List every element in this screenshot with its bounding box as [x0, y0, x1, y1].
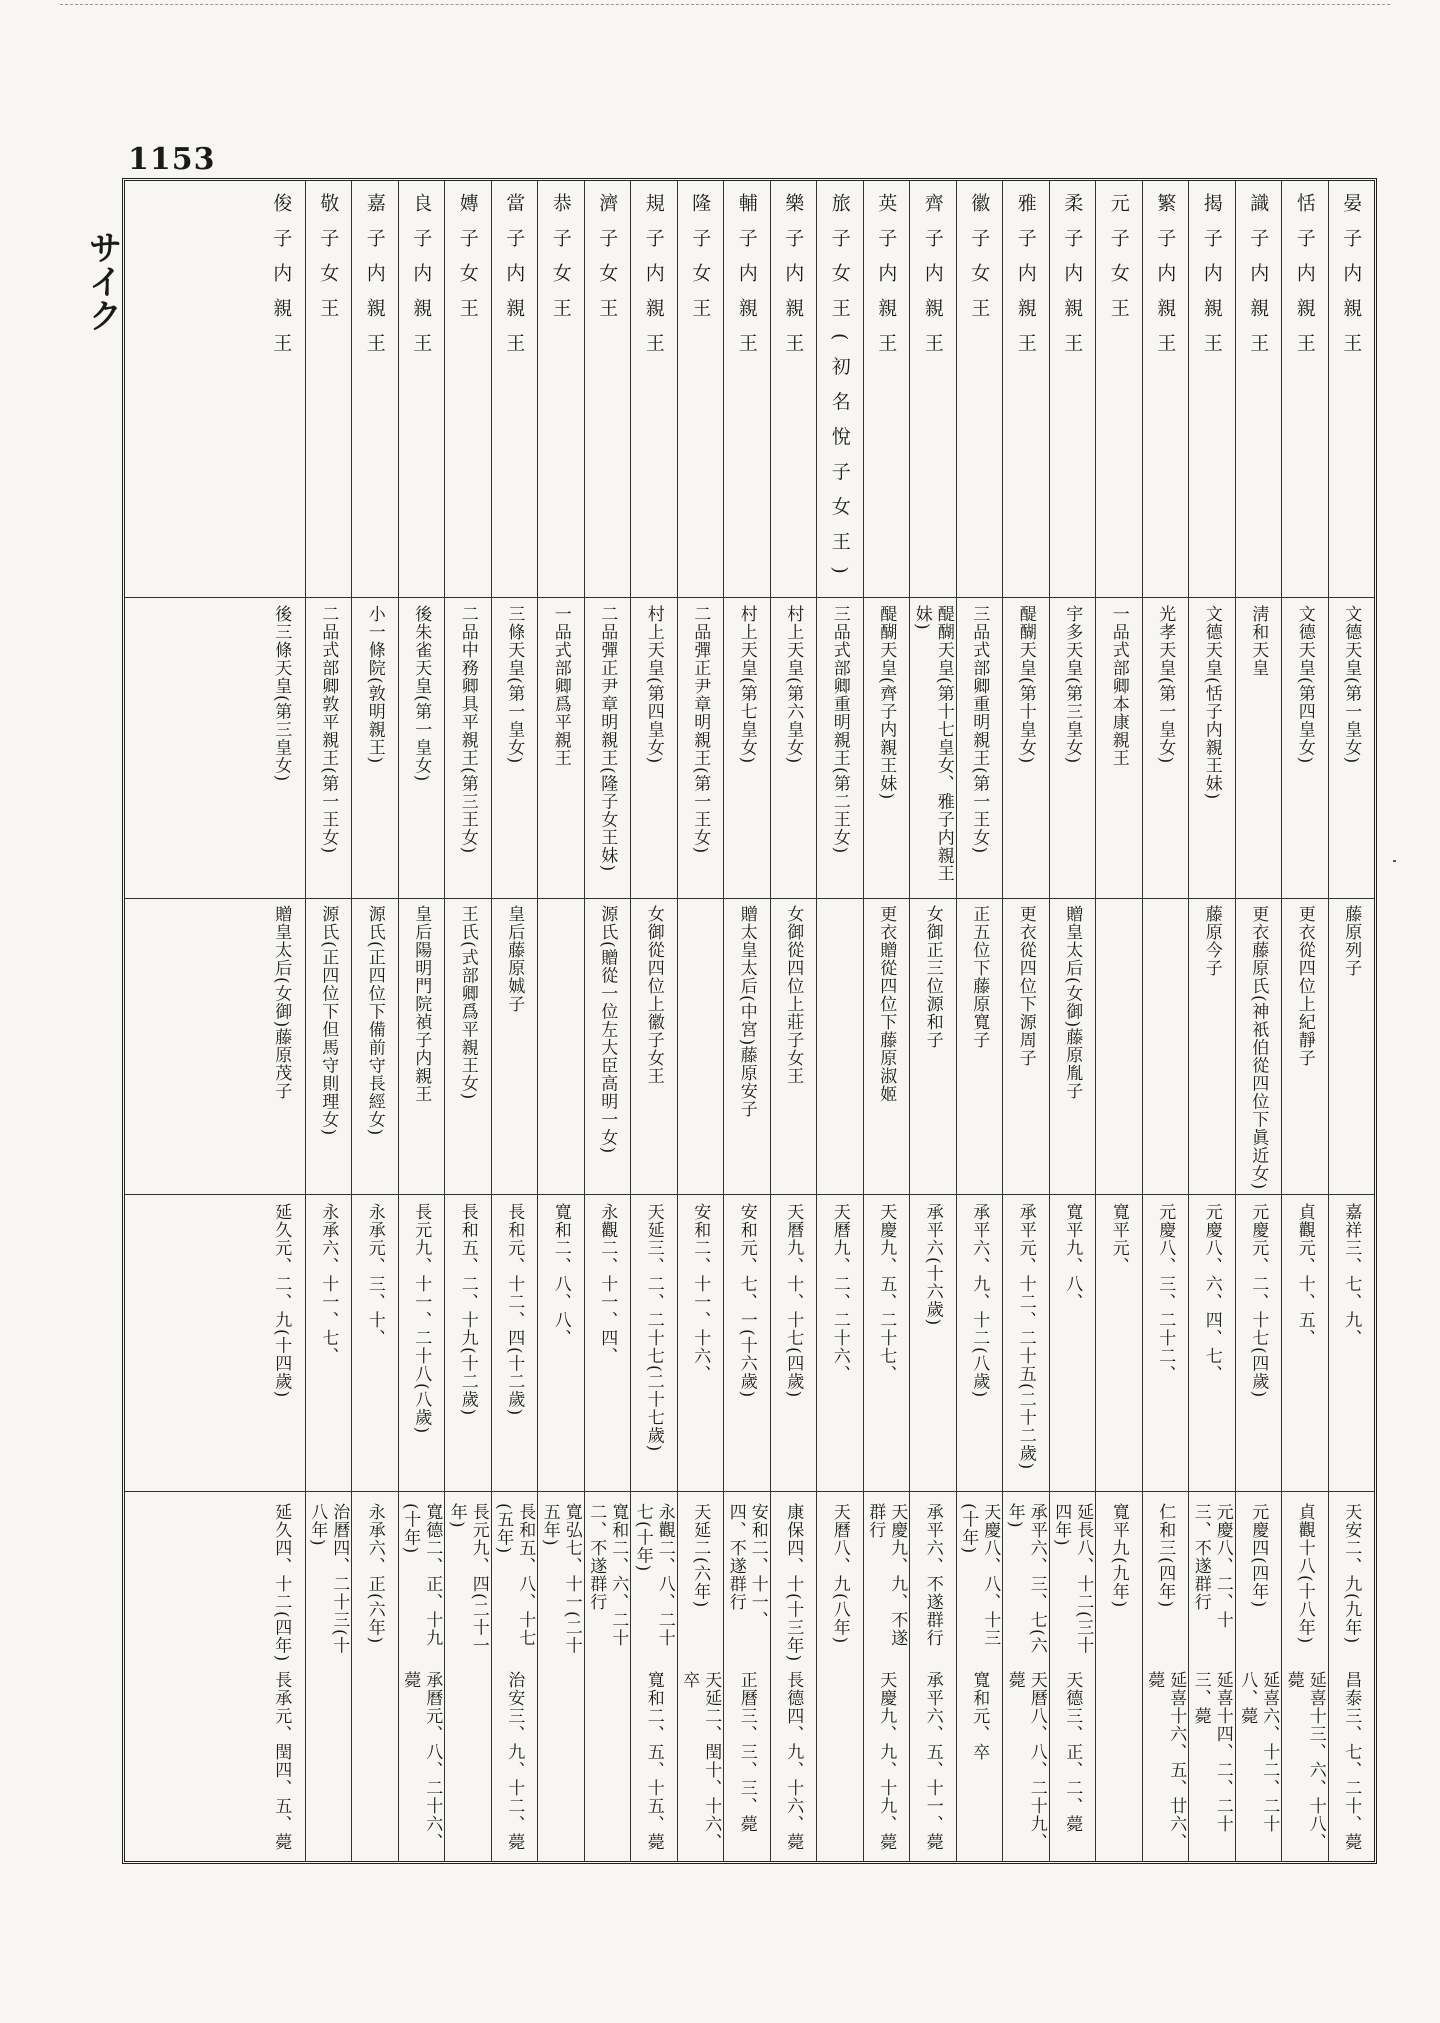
- ink-mark: [1393, 860, 1396, 862]
- page-number: 1153: [128, 142, 216, 177]
- cell-mark: 貞觀十八(十八年): [1294, 1503, 1315, 1645]
- cell-name: 繁子内親王: [1154, 193, 1177, 368]
- table-column: [863, 181, 910, 1861]
- cell-death: 天延二、閏十、十六、卒: [679, 1671, 722, 1851]
- cell-death: 延喜十三、六、十八、薨: [1283, 1671, 1326, 1851]
- cell-father: 三品式部卿重明親王(第二王女): [829, 605, 850, 855]
- cell-death: 昌泰三、七、二十、薨: [1341, 1671, 1362, 1851]
- cell-father: 文德天皇(恬子内親王妹): [1201, 605, 1222, 801]
- cell-mark: 寬平九(九年): [1108, 1503, 1129, 1609]
- table-column: [956, 181, 1003, 1861]
- cell-name: 俊子内親王: [270, 193, 293, 368]
- cell-name: 英子内親王: [875, 193, 898, 368]
- table-column: [398, 181, 445, 1861]
- cell-born: 元慶八、三、二十二、: [1155, 1203, 1176, 1383]
- cell-name: 當子内親王: [503, 193, 526, 368]
- cell-mother: 更衣從四位上紀靜子: [1294, 905, 1315, 1067]
- cell-mother: [1143, 905, 1189, 1191]
- cell-name: 隆子女王: [689, 193, 712, 333]
- cell-father: 醍醐天皇(齊子内親王妹): [876, 605, 897, 801]
- cell-born: 長和五、二、十九(十二歲): [457, 1203, 478, 1417]
- cell-mark: 延長八、十二(三十四年): [1051, 1503, 1094, 1655]
- table-column: [1235, 181, 1282, 1861]
- cell-mother: 贈皇太后(女御)藤原胤子: [1062, 905, 1083, 1101]
- cell-mother: 王氏(式部卿爲平親王女): [457, 905, 478, 1101]
- cell-death: 正曆三、三、三、薨: [736, 1671, 757, 1833]
- cell-mother: [1096, 905, 1142, 1191]
- cell-name: 嘉子内親王: [363, 193, 386, 368]
- side-index-label: サイク: [82, 230, 122, 332]
- table-column: [305, 181, 352, 1861]
- cell-mother: 皇后藤原娍子: [504, 905, 525, 1013]
- cell-mark: 長和五、八、十七(五年): [493, 1503, 536, 1647]
- top-edge-line: [60, 4, 1390, 5]
- cell-father: 醍醐天皇(第十皇女): [1015, 605, 1036, 765]
- cell-father: 村上天皇(第七皇女): [736, 605, 757, 765]
- cell-mother: 源氏(贈從一位左大臣高明一女): [597, 905, 618, 1155]
- cell-name: 輔子内親王: [735, 193, 758, 368]
- cell-death: [817, 1671, 863, 1856]
- cell-mark: 天延二(六年): [690, 1503, 711, 1609]
- cell-name: 恬子内親王: [1293, 193, 1316, 368]
- cell-father: 後三條天皇(第三皇女): [271, 605, 292, 783]
- cell-born: 元慶八、六、四、七、: [1201, 1203, 1222, 1383]
- cell-mark: 治曆四、二十三(十八年): [307, 1503, 350, 1655]
- cell-born: 天曆九、二、二十六、: [829, 1203, 850, 1383]
- table-column: [1142, 181, 1189, 1861]
- cell-mother: 贈皇太后(女御)藤原茂子: [271, 905, 292, 1101]
- cell-mark: 承平六、三、七(六年): [1004, 1503, 1047, 1655]
- cell-father: 二品彈正尹章明親王(第一王女): [690, 605, 711, 855]
- cell-mother: 更衣從四位下源周子: [1015, 905, 1036, 1067]
- cell-mother: 更衣贈從四位下藤原淑姬: [876, 905, 897, 1103]
- table-column: [258, 181, 305, 1861]
- cell-father: 二品式部卿敦平親王(第一王女): [318, 605, 339, 855]
- cell-death: 天慶九、九、十九、薨: [876, 1671, 897, 1851]
- table-column: [816, 181, 863, 1861]
- cell-mother: 女御從四位上徽子女王: [643, 905, 664, 1085]
- cell-born: 承平六、九、十二(八歲): [969, 1203, 990, 1399]
- cell-death: [445, 1671, 491, 1856]
- cell-death: 承曆元、八、二十六、薨: [400, 1671, 443, 1851]
- cell-mother: 更衣藤原氏(神祇伯從四位下眞近女): [1248, 905, 1269, 1191]
- cell-name: 柔子内親王: [1061, 193, 1084, 368]
- cell-death: 治安三、九、十二、薨: [504, 1671, 525, 1851]
- cell-mark: 寬和二、六、二十二、不遂群行: [586, 1503, 629, 1647]
- table-column: [909, 181, 956, 1861]
- cell-mark: 元慶八、二、十三、不遂群行: [1190, 1503, 1233, 1629]
- cell-mark: 寬弘七、十一(二十五年): [539, 1503, 582, 1655]
- cell-mother: 皇后陽明門院禎子内親王: [411, 905, 432, 1103]
- cell-mother: 女御從四位上莊子女王: [783, 905, 804, 1085]
- cell-mother: [538, 905, 584, 1191]
- cell-mother: [678, 905, 724, 1191]
- cell-mother: 藤原列子: [1341, 905, 1362, 977]
- table-column: [537, 181, 584, 1861]
- cell-mark: 仁和三(四年): [1155, 1503, 1176, 1609]
- cell-name: 敬子女王: [317, 193, 340, 333]
- cell-mother: 贈太皇太后(中宮)藤原安子: [736, 905, 757, 1119]
- cell-death: [1096, 1671, 1142, 1856]
- cell-death: [306, 1671, 352, 1856]
- table-column: [1188, 181, 1235, 1861]
- table-column: [770, 181, 817, 1861]
- table-column: [1328, 181, 1375, 1861]
- cell-father: 文德天皇(第四皇女): [1294, 605, 1315, 765]
- cell-born: 嘉祥三、七、九、: [1341, 1203, 1362, 1347]
- cell-name: 濟子女王: [596, 193, 619, 333]
- cell-mark: 永承六、正(六年): [364, 1503, 385, 1645]
- cell-father: 二品彈正尹章明親王(隆子女王妹): [597, 605, 618, 873]
- cell-death: 天曆八、八、二十九、薨: [1004, 1671, 1047, 1851]
- cell-mark: 天慶八、八、十三(十年): [958, 1503, 1001, 1647]
- cell-death: 寬和元、卒: [969, 1671, 990, 1761]
- cell-name: 齊子内親王: [921, 193, 944, 368]
- cell-born: 承平元、十二、二十五(二十二歲): [1015, 1203, 1036, 1471]
- cell-name: 徽子女王: [968, 193, 991, 333]
- cell-born: 元慶元、二、十七(四歲): [1248, 1203, 1269, 1399]
- cell-born: 承平六(十六歲): [922, 1203, 943, 1327]
- cell-mother: 正五位下藤原寬子: [969, 905, 990, 1049]
- cell-born: 永承元、三、十、: [364, 1203, 385, 1347]
- cell-father: 小一條院(敦明親王): [364, 605, 385, 765]
- cell-born: 安和元、七、一(十六歲): [736, 1203, 757, 1399]
- table-column: [491, 181, 538, 1861]
- cell-born: 永承六、十一、七、: [318, 1203, 339, 1365]
- cell-death: 寬和二、五、十五、薨: [643, 1671, 664, 1851]
- cell-father: 村上天皇(第六皇女): [783, 605, 804, 765]
- cell-born: 天曆九、十、十七(四歲): [783, 1203, 804, 1399]
- cell-name: 揭子内親王: [1200, 193, 1223, 368]
- cell-mark: 天慶九、九、不遂群行: [865, 1503, 908, 1647]
- cell-death: 延喜十四、二、二十三、薨: [1190, 1671, 1233, 1833]
- table-column: [723, 181, 770, 1861]
- cell-name: 良子内親王: [410, 193, 433, 368]
- cell-death: 延喜六、十二、二十八、薨: [1237, 1671, 1280, 1833]
- cell-born: 長和元、十二、四(十二歲): [504, 1203, 525, 1417]
- cell-born: 寬平九、八、: [1062, 1203, 1083, 1311]
- cell-death: 承平六、五、十一、薨: [922, 1671, 943, 1851]
- cell-death: 天德三、正、二、薨: [1062, 1671, 1083, 1833]
- cell-name: 晏子内親王: [1340, 193, 1363, 368]
- cell-father: 文德天皇(第一皇女): [1341, 605, 1362, 765]
- cell-death: [585, 1671, 631, 1856]
- cell-father: 二品中務卿具平親王(第三王女): [457, 605, 478, 855]
- cell-name: 旅子女王(初名悅子女王): [828, 193, 851, 590]
- cell-death: 長承元、閏四、五、薨: [271, 1671, 292, 1851]
- table-column: [444, 181, 491, 1861]
- cell-mother: 藤原今子: [1201, 905, 1222, 977]
- table-column: [677, 181, 724, 1861]
- table-column: [351, 181, 398, 1861]
- cell-mother: 源氏(正四位下但馬守則理女): [318, 905, 339, 1137]
- cell-born: 貞觀元、十、五、: [1294, 1203, 1315, 1347]
- cell-mark: 延久四、十二(四年): [271, 1503, 292, 1663]
- cell-mother: [817, 905, 863, 1191]
- cell-born: 寬和二、八、八、: [550, 1203, 571, 1347]
- cell-father: 醍醐天皇(第十七皇女、雅子内親王妹): [911, 605, 954, 883]
- cell-born: 天延三、二、二十七(二十七歲): [643, 1203, 664, 1453]
- cell-name: 雅子内親王: [1014, 193, 1037, 368]
- cell-name: 嫥子女王: [456, 193, 479, 333]
- cell-mother: 源氏(正四位下備前守長經女): [364, 905, 385, 1137]
- cell-born: 永觀二、十一、四、: [597, 1203, 618, 1365]
- cell-mother: 女御正三位源和子: [922, 905, 943, 1049]
- cell-father: 三條天皇(第一皇女): [504, 605, 525, 765]
- cell-mark: 康保四、十(十三年): [783, 1503, 804, 1663]
- cell-father: 一品式部卿本康親王: [1108, 605, 1129, 767]
- cell-name: 元子女王: [1107, 193, 1130, 333]
- cell-father: 一品式部卿爲平親王: [550, 605, 571, 767]
- table-column: [1002, 181, 1049, 1861]
- cell-name: 識子内親王: [1247, 193, 1270, 368]
- cell-born: 長元九、十一、二十八(八歲): [411, 1203, 432, 1435]
- table-column: [1281, 181, 1328, 1861]
- cell-death: 長德四、九、十六、薨: [783, 1671, 804, 1851]
- table-column: [1049, 181, 1096, 1861]
- genealogy-table: [122, 178, 1377, 1864]
- cell-mark: 永觀二、八、二十七(十年): [632, 1503, 675, 1647]
- cell-father: 淸和天皇: [1248, 605, 1269, 677]
- cell-father: 宇多天皇(第三皇女): [1062, 605, 1083, 765]
- table-columns: [125, 181, 1374, 1861]
- cell-name: 規子内親王: [642, 193, 665, 368]
- cell-death: 延喜十六、五、廿六、薨: [1144, 1671, 1187, 1851]
- cell-born: 安和二、十一、十六、: [690, 1203, 711, 1383]
- cell-mark: 元慶四(四年): [1248, 1503, 1269, 1609]
- cell-name: 樂子内親王: [782, 193, 805, 368]
- cell-mark: 承平六、不遂群行: [922, 1503, 943, 1647]
- cell-father: 後朱雀天皇(第一皇女): [411, 605, 432, 783]
- cell-name: 恭子女王: [549, 193, 572, 333]
- table-column: [630, 181, 677, 1861]
- cell-father: 村上天皇(第四皇女): [643, 605, 664, 765]
- cell-death: [352, 1671, 398, 1856]
- cell-death: [538, 1671, 584, 1856]
- cell-father: 三品式部卿重明親王(第一王女): [969, 605, 990, 855]
- cell-born: 天慶九、五、二十七、: [876, 1203, 897, 1383]
- cell-father: 光孝天皇(第一皇女): [1155, 605, 1176, 765]
- cell-mark: 天曆八、九(八年): [829, 1503, 850, 1645]
- table-column: [584, 181, 631, 1861]
- cell-mark: 天安二、九(九年): [1341, 1503, 1362, 1645]
- cell-mark: 寬德二、正、十九(十年): [400, 1503, 443, 1647]
- cell-born: 延久元、二、九(十四歲): [271, 1203, 292, 1399]
- cell-born: 寬平元、: [1108, 1203, 1129, 1275]
- cell-mark: 長元九、四(二十一年): [446, 1503, 489, 1655]
- table-column: [1095, 181, 1142, 1861]
- cell-mark: 安和二、十一、四、不遂群行: [725, 1503, 768, 1629]
